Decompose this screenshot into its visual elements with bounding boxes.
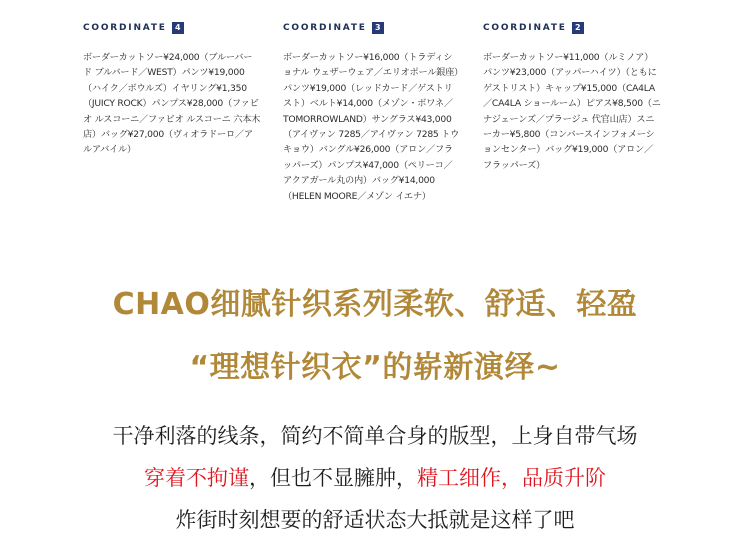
coordinate-item-list: ボーダーカットソー¥24,000（ブルーバード ブルバード／WEST）パンツ¥19,000（ハイク／ボウルズ）イヤリング¥1,350（JUICY ROCK）パンプス¥28,000（ファビオ ルスコーニ／ファビオ ルスコーニ 六本木店）バッグ¥27,000（ヴィオラドーロ／アルアバイル） [83,52,261,156]
coordinate-item-list: ボーダーカットソー¥16,000（トラディショナル ウェザーウェア／エリオポール銀座）パンツ¥19,000（レッドカード／ゲストリスト）ベルト¥14,000（メゾン・ボワネ／TOMORROWLAND）サングラス¥43,000（アイヴァン 7285／アイヴァン 7285 トウキョウ）バングル¥26,000（アロン／フラッパーズ）パンプス¥47,000（ペリーコ／アクアガール丸の内）バッグ¥14,000（HELEN MOORE／メゾン イエナ） [283,52,460,202]
coordinate-label: COORDINATE [283,23,367,33]
highlight-text: 穿着不拘谨 [144,466,249,490]
headline-line-2: “理想针织衣”的崭新演绎~ [189,350,561,385]
coordinate-header [483,22,661,34]
coordinate-label: COORDINATE [83,23,167,33]
highlight-text: 精工细作，品质升阶 [417,466,606,490]
coordinate-number-badge: 3 [372,22,384,34]
coordinate-block-4 [83,22,261,158]
magazine-coordinate-section [0,0,750,240]
body-line-2 [0,462,750,492]
coordinate-header [283,22,461,34]
body-line-3: 炸街时刻想要的舒适状态大抵就是这样了吧 [175,508,575,532]
coordinate-block-2 [483,22,661,173]
body-text: ，但也不显臃肿， [249,466,417,490]
coordinate-block-3 [283,22,461,204]
coordinate-number-badge: 2 [572,22,584,34]
coordinate-number-badge: 4 [172,22,184,34]
coordinate-header [83,22,261,34]
body-line-1: 干净利落的线条，简约不简单合身的版型，上身自带气场 [112,424,638,448]
coordinate-item-list: ボーダーカットソー¥11,000（ルミノア）パンツ¥23,000（アッパーハイツ）（ともにゲストリスト）キャップ¥15,000（CA4LA／CA4LA ショールーム）ピアス¥8,500（ニナジェーンズ／プラージュ 代官山店）スニーカー¥5,800（コンバースインフォメーションセンター）バッグ¥19,000（アロン／フラッパーズ） [483,52,661,171]
coordinate-label: COORDINATE [483,23,567,33]
headline-line-1: CHAO细腻针织系列柔软、舒适、轻盈 [112,287,638,322]
